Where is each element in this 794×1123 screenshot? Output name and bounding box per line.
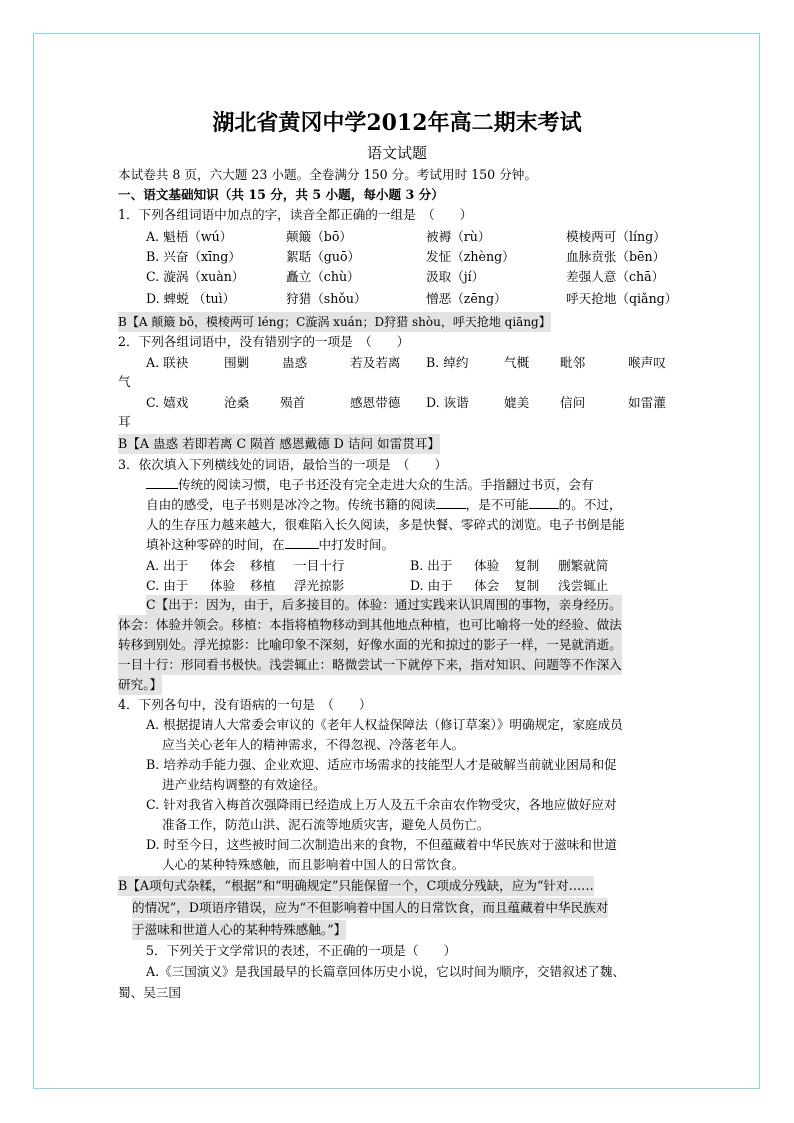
q3-passage-line1: 传统的阅读习惯，电子书还没有完全走进大众的生活。手指翻过书页，会有 bbox=[146, 475, 594, 495]
q5-option-a-line2: 蜀、吴三国 bbox=[118, 985, 181, 1000]
exam-intro: 本试卷共 8 页，六大题 23 小题。全卷满分 150 分。考试用时 150 分钟。 bbox=[118, 167, 537, 182]
q1-stem: 1．下列各组词语中加点的字，读音全都正确的一组是 （ ） bbox=[118, 207, 473, 222]
q4-option-d-line2: 人心的某种特殊感触，而且影响着中国人的日常饮食。 bbox=[162, 857, 465, 872]
q4-option-b-line1: B. 培养动手能力强、企业欢迎、适应市场需求的技能型人才是破解当前就业困局和促 bbox=[146, 757, 617, 772]
q2-answer: B【A 蛊惑 若即若离 C 陨首 感恩戴德 D 诘问 如雷贯耳】 bbox=[118, 434, 440, 454]
section-heading: 一、语文基础知识（共 15 分，共 5 小题，每小题 3 分） bbox=[118, 187, 444, 202]
q4-stem: 4．下列各句中，没有语病的一句是 （ ） bbox=[118, 697, 372, 712]
q2-row-ab-wrap: 气 bbox=[118, 374, 131, 389]
blank-2 bbox=[436, 496, 466, 509]
q3-passage-line2: 自由的感受，电子书则是冰冷之物。传统书籍的阅读 ，是不可能 的。不过， bbox=[146, 497, 622, 512]
q4-option-d-line1: D. 时至今日，这些被时间二次制造出来的食物，不但蕴藏着中华民族对于滋味和世道 bbox=[146, 837, 618, 852]
q3-stem: 3．依次填入下列横线处的词语，最恰当的一项是 （ ） bbox=[118, 457, 448, 472]
blank-1 bbox=[146, 476, 178, 489]
page-title: 湖北省黄冈中学2012年高二期末考试 bbox=[212, 110, 582, 136]
q1-answer: B【A 颠簸 bǒ，模棱两可 léng；C漩涡 xuán；D狩猎 shòu，呼天抢地 qiāng】 bbox=[118, 312, 551, 332]
q4-option-c-line1: C. 针对我省入梅首次强降雨已经造成上万人及五千余亩农作物受灾，各地应做好应对 bbox=[146, 797, 617, 812]
q2-row-cd-wrap: 耳 bbox=[118, 414, 131, 429]
page-subtitle: 语文试题 bbox=[366, 144, 427, 162]
q3-passage-line4: 填补这种零碎的时间，在 中打发时间。 bbox=[146, 537, 395, 552]
q4-option-a-line2: 应当关心老年人的精神需求，不得忽视、冷落老年人。 bbox=[162, 737, 465, 752]
blank-3 bbox=[529, 496, 559, 509]
q5-stem: 5．下列关于文学常识的表述，不正确的一项是（ ） bbox=[146, 943, 457, 958]
q4-option-a-line1: A. 根据提请人大常委会审议的《老年人权益保障法（修订草案）》明确规定，家庭成员 bbox=[146, 717, 623, 732]
blank-4 bbox=[285, 536, 319, 549]
q3-passage-line3: 人的生存压力越来越大，很难陷入长久阅读，多是快餐、零碎式的浏览。电子书倒是能 bbox=[146, 517, 625, 532]
q2-stem: 2．下列各组词语中，没有错别字的一项是 （ ） bbox=[118, 334, 410, 349]
q4-option-c-line2: 准备工作，防范山洪、泥石流等地质灾害，避免人员伤亡。 bbox=[162, 817, 490, 832]
q5-option-a-line1: A.《三国演义》是我国最早的长篇章回体历史小说，它以时间为顺序，交错叙述了魏、 bbox=[146, 964, 626, 979]
q4-option-b-line2: 进产业结构调整的有效途径。 bbox=[162, 777, 326, 792]
